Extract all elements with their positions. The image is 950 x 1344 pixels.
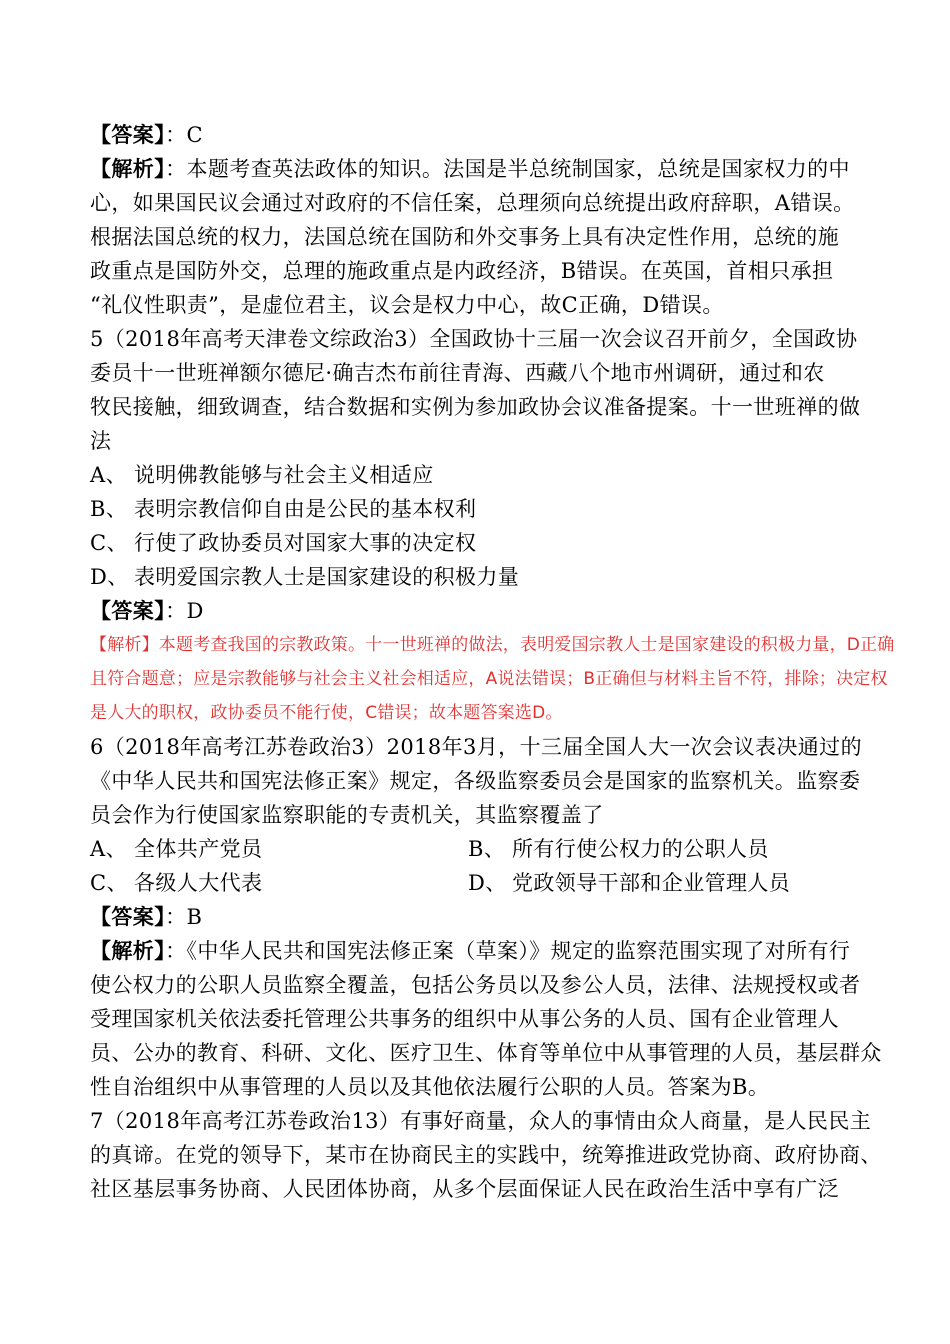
q5-option-d [90,562,870,592]
option-text: 行使了政协委员对国家大事的决定权 [134,531,477,555]
analysis-text: ：本题考查英法政体的知识。法国是半总统制国家，总统是国家权力的中 [165,157,850,181]
q6-stem-line-1: 6（2018年高考江苏卷政治3）2018年3月，十三届全国人大一次会议表决通过的 [90,735,862,759]
q7-stem-line-2: 的真谛。在党的领导下，某市在协商民主的实践中，统筹推进政党协商、政府协商、 [90,1143,882,1167]
q5-analysis-line-1: 【解析】本题考查我国的宗教政策。十一世班禅的做法，表明爱国宗教人士是国家建设的积极力量，D正确 [90,635,895,655]
q5-answer [90,596,870,626]
q6-option-d [468,868,790,898]
q6-stem-line-3: 员会作为行使国家监察职能的专责机关，其监察覆盖了 [90,803,604,827]
answer-value: ：B [165,905,203,929]
q6-option-a [90,834,460,864]
option-text: 说明佛教能够与社会主义相适应 [134,463,434,487]
option-text: 党政领导干部和企业管理人员 [512,871,791,895]
analysis-label: 【解析】 [90,156,166,181]
analysis-text: ：《中华人民共和国宪法修正案（草案）》规定的监察范围实现了对所有行 [165,939,851,963]
q6-option-b [468,834,769,864]
q6-analysis-line-5: 性自治组织中从事管理的人员以及其他依法履行公职的人员。答案为B。 [90,1075,770,1099]
q6-answer [90,902,870,932]
q4-analysis-line-2: 心，如果国民议会通过对政府的不信任案，总理须向总统提出政府辞职，A错误。 [90,191,855,215]
answer-value: ：D [165,599,204,623]
q6-analysis-line-1 [90,936,870,966]
answer-label: 【答案】 [90,122,166,147]
option-letter: C、 [90,871,128,895]
option-text: 各级人大代表 [134,871,263,895]
option-text: 全体共产党员 [134,837,263,861]
option-letter: B、 [468,837,506,861]
option-text: 表明爱国宗教人士是国家建设的积极力量 [134,565,520,589]
option-text: 所有行使公权力的公职人员 [512,837,769,861]
answer-value: ：C [165,123,203,147]
option-letter: B、 [90,497,128,521]
q5-option-a [90,460,870,490]
q4-analysis-line-1 [90,154,870,184]
option-letter: C、 [90,531,128,555]
q4-analysis-line-4: 政重点是国防外交，总理的施政重点是内政经济，B错误。在英国，首相只承担 [90,259,834,283]
answer-label: 【答案】 [90,904,166,929]
q5-analysis-line-3: 是人大的职权，政协委员不能行使，C错误；故本题答案选D。 [90,703,563,723]
q7-stem-line-1: 7（2018年高考江苏卷政治13）有事好商量，众人的事情由众人商量，是人民民主 [90,1109,872,1133]
q5-stem-line-4: 法 [90,429,112,453]
option-text: 表明宗教信仰自由是公民的基本权利 [134,497,477,521]
option-letter: D、 [468,871,507,895]
q6-analysis-line-3: 受理国家机关依法委托管理公共事务的组织中从事公务的人员、国有企业管理人 [90,1007,839,1031]
q7-stem-line-3: 社区基层事务协商、人民团体协商，从多个层面保证人民在政治生活中享有广泛 [90,1177,839,1201]
q5-option-c [90,528,870,558]
analysis-label: 【解析】 [90,938,166,963]
q5-stem-line-3: 牧民接触，细致调查，结合数据和实例为参加政协会议准备提案。十一世班禅的做 [90,395,861,419]
q4-analysis-line-5: “礼仪性职责”，是虚位君主，议会是权力中心，故C正确，D错误。 [90,293,724,317]
option-letter: D、 [90,565,129,589]
option-letter: A、 [90,837,127,861]
q5-stem-line-2: 委员十一世班禅额尔德尼·确吉杰布前往青海、西藏八个地市州调研，通过和农 [90,361,825,385]
q5-stem-line-1: 5（2018年高考天津卷文综政治3）全国政协十三届一次会议召开前夕，全国政协 [90,327,858,351]
q6-analysis-line-2: 使公权力的公职人员监察全覆盖，包括公务员以及参公人员，法律、法规授权或者 [90,973,861,997]
q6-analysis-line-4: 员、公办的教育、科研、文化、医疗卫生、体育等单位中从事管理的人员，基层群众 [90,1041,882,1065]
q5-option-b [90,494,870,524]
q4-analysis-line-3: 根据法国总统的权力，法国总统在国防和外交事务上具有决定性作用，总统的施 [90,225,839,249]
q6-option-c [90,868,460,898]
q5-analysis-line-2: 且符合题意；应是宗教能够与社会主义社会相适应，A说法错误；B正确但与材料主旨不符，排除；决定权 [90,669,888,689]
answer-label: 【答案】 [90,598,166,623]
q6-stem-line-2: 《中华人民共和国宪法修正案》规定，各级监察委员会是国家的监察机关。监察委 [90,769,861,793]
q4-answer [90,120,870,150]
option-letter: A、 [90,463,127,487]
